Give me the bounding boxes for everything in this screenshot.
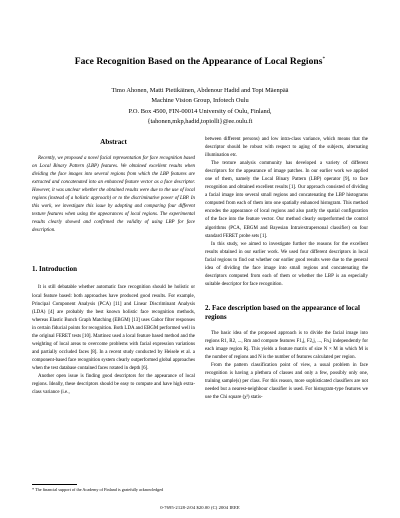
footnote: * The financial support of the Academy of Finland is gratefully acknowledged <box>32 487 164 492</box>
title-text: Face Recognition Based on the Appearance of Local Regions <box>74 57 323 68</box>
author-block <box>30 86 370 127</box>
paragraph: Another open issue is finding good descriptors for the appearance of local regions. Ideally, these descriptors should be easy to compute and have high extra-class variance (i.e., <box>32 373 195 396</box>
section-1-heading: 1. Introduction <box>32 265 77 274</box>
abstract-text: Recently, we proposed a novel facial representation for face recognition based on Local Binary Pattern (LBP) features. We obtained excellent results when dividing the face images into several regions from which the LBP features are extracted and concatenated into an enhanced feature vector as a face descriptor. However, it was unclear whether the obtained results were due to the use of local regions (instead of a holistic approach) or to the discriminative power of LBP. In this work, we investigate this issue by adopting and comparing four different texture features when using the appearances of local regions. The experimental results clearly showed and confirmed the validity of using LBP for face description. <box>32 156 195 234</box>
paragraph: It is still debatable whether automatic face recognition should be holistic or local feature based: both approaches have produced good results. For example, Principal Component Analysis (PCA) [11] and Linear Discriminant Analysis (LDA) [4] are probably the best known holistic face recognition methods, whereas Elastic Bunch Graph Matching (EBGM) [13] uses Gabor filter responses in certain fiducial points for recognition. Both LDA and EBGM performed well in the original FERET tests [10]. Martinez used a local feature based method and the weighting of local areas to overcome problems with facial expression variations and partially occluded faces [8]. In a recent study conducted by Heisele et al. a component-based face recognition system clearly outperformed global approaches when the test database contained faces rotated in depth [6]. <box>32 285 195 371</box>
abstract-heading: Abstract <box>100 138 127 146</box>
footnote-divider <box>32 484 77 485</box>
paragraph: The basic idea of the proposed approach is to divide the facial image into regions R1, R2, ..., Rm and compute features F1,j, F2,j, ..., Fn,j independently for each image region Rj. This yields a feature matrix of size N × M in which M is the number of regions and N is the number of features calculated per region. <box>205 330 368 361</box>
paragraph: between different persons) and low intra-class variance, which means that the descriptor should be robust with respect to aging of the subjects, alternating illumination etc. <box>205 137 368 159</box>
author-address: P.O. Box 4500, FIN-00014 University of Oulu, Finland, <box>128 107 272 115</box>
left-column <box>32 137 195 397</box>
paragraph: From the pattern classification point of view, a usual problem in face recognition is having a plethora of classes and only a few, possibly only one, training sample(s) per class. For this reason, more sophisticated classifiers are not needed but a nearest-neighbour classifier is used. For histogram-type features we use the Chi square (χ²) statis- <box>205 363 368 401</box>
author-group: Machine Vision Group, Infotech Oulu <box>151 97 249 105</box>
section-2-body <box>205 330 368 402</box>
page-footer: 0-7695-2128-2/04 $20.00 (C) 2004 IEEE <box>160 505 240 510</box>
author-emails: {tahonen,mkp,hadid,topiolli}@ee.oulu.fi <box>147 117 253 125</box>
paragraph: The texture analysis community has developed a variety of different descriptors for the appearance of image patches. In our earlier work we applied one of them, namely the Local Binary Pattern (LBP) operator [9], to face recognition and obtained excellent results [1]. Our approach consisted of dividing a facial image into several small regions and concatenating the LBP histograms computed from each of them into one spatially enhanced histogram. This method encodes the appearance of local regions and also partly the spatial configuration of the face into the feature vector. Our method clearly outperformed the control algorithms (PCA, EBGM and Bayesian Intra/extrapersonal classifier) on four standard FERET probe sets [1]. <box>205 161 368 239</box>
paper-title <box>30 56 370 67</box>
section-1-body <box>32 284 195 397</box>
title-footnote-mark: * <box>322 56 326 62</box>
right-column <box>205 136 368 402</box>
section-2-heading: 2. Face description based on the appearance of local regions <box>205 303 360 322</box>
paragraph: In this study, we aimed to investigate further the reasons for the excellent results obtained in our earlier work. We used four different descriptors in local facial regions to find out whether our earlier good results were due to the general idea of dividing the face image into small regions and concatenating the descriptors computed from each of them or whether the LBP is an especially suitable descriptor for face recognition. <box>205 241 368 287</box>
author-names: Timo Ahonen, Matti Pietikäinen, Abdenour Hadid and Topi Mäenpää <box>111 87 289 94</box>
